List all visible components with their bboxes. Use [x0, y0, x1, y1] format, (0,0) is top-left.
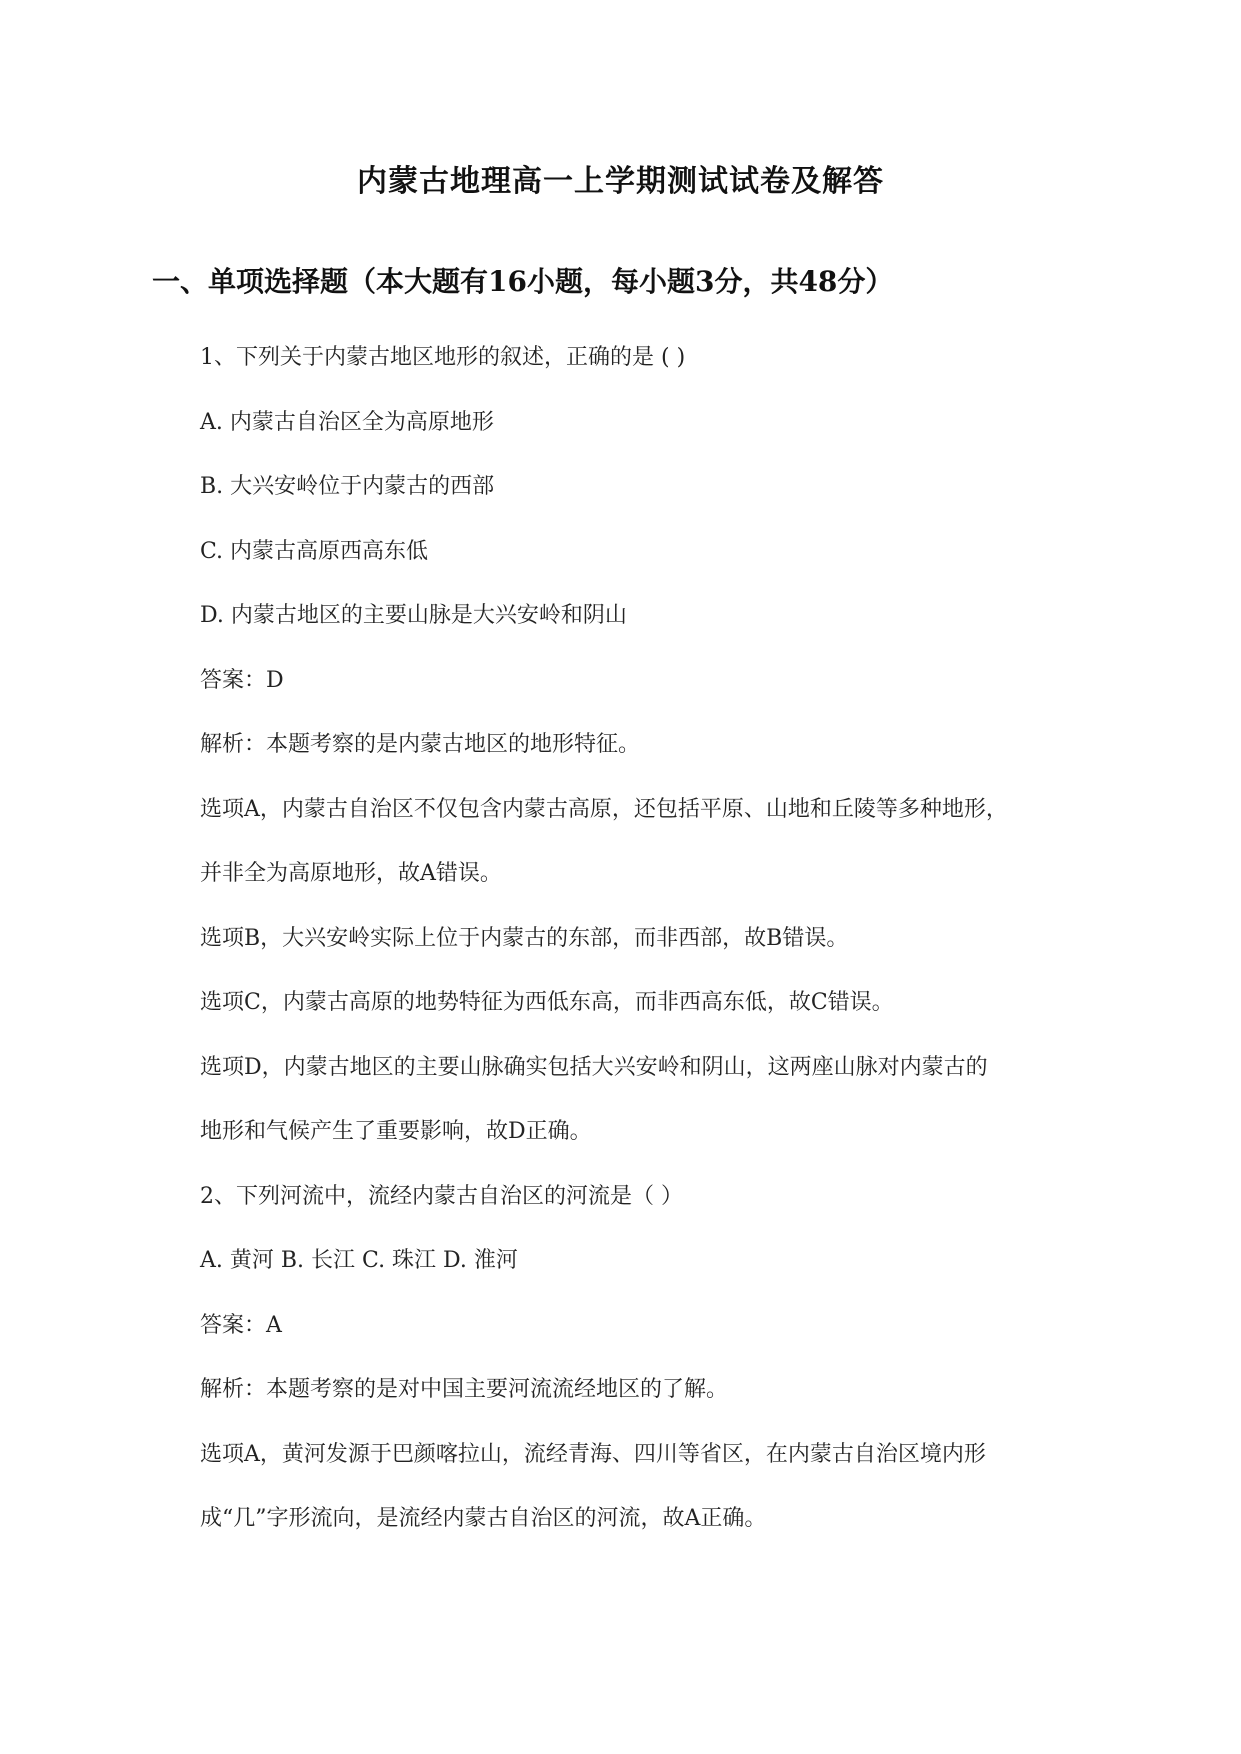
question-1-analysis-d-line-1: 选项D，内蒙古地区的主要山脉确实包括大兴安岭和阴山，这两座山脉对内蒙古的 [200, 1054, 988, 1080]
question-1-analysis-d-line-2: 地形和气候产生了重要影响，故D正确。 [200, 1119, 592, 1144]
question-2-analysis-a-line-2: 成“几”字形流向，是流经内蒙古自治区的河流，故A正确。 [200, 1506, 767, 1531]
question-1-option-a: A. 内蒙古自治区全为高原地形 [200, 409, 494, 435]
question-1-answer: 答案：D [200, 667, 284, 693]
question-1-analysis-b: 选项B，大兴安岭实际上位于内蒙古的东部，而非西部，故B错误。 [200, 925, 849, 951]
question-1-option-c: C. 内蒙古高原西高东低 [200, 538, 429, 564]
question-2-analysis-a-line-1: 选项A，黄河发源于巴颜喀拉山，流经青海、四川等省区，在内蒙古自治区境内形 [200, 1441, 986, 1467]
document-title: 内蒙古地理高一上学期测试试卷及解答 [357, 164, 884, 199]
question-1-analysis: 解析：本题考察的是内蒙古地区的地形特征。 [200, 732, 641, 757]
section-heading: 一、单项选择题（本大题有16小题，每小题3分，共48分） [152, 265, 894, 298]
question-2-options: A. 黄河 B. 长江 C. 珠江 D. 淮河 [200, 1248, 518, 1273]
question-2-answer: 答案：A [200, 1312, 282, 1338]
question-1-option-d: D. 内蒙古地区的主要山脉是大兴安岭和阴山 [200, 603, 627, 628]
question-1-stem: 1、下列关于内蒙古地区地形的叙述，正确的是 ( ) [200, 345, 686, 370]
question-1-analysis-c: 选项C，内蒙古高原的地势特征为西低东高，而非西高东低，故C错误。 [200, 990, 894, 1015]
question-content [200, 340, 1100, 1566]
question-1-analysis-a-line-2: 并非全为高原地形，故A错误。 [200, 861, 502, 886]
question-1-analysis-a-line-1: 选项A，内蒙古自治区不仅包含内蒙古高原，还包括平原、山地和丘陵等多种地形， [200, 796, 1008, 822]
question-2-stem: 2、下列河流中，流经内蒙古自治区的河流是（ ） [200, 1183, 683, 1209]
question-1-option-b: B. 大兴安岭位于内蒙古的西部 [200, 474, 495, 499]
question-2-analysis: 解析：本题考察的是对中国主要河流流经地区的了解。 [200, 1377, 729, 1402]
